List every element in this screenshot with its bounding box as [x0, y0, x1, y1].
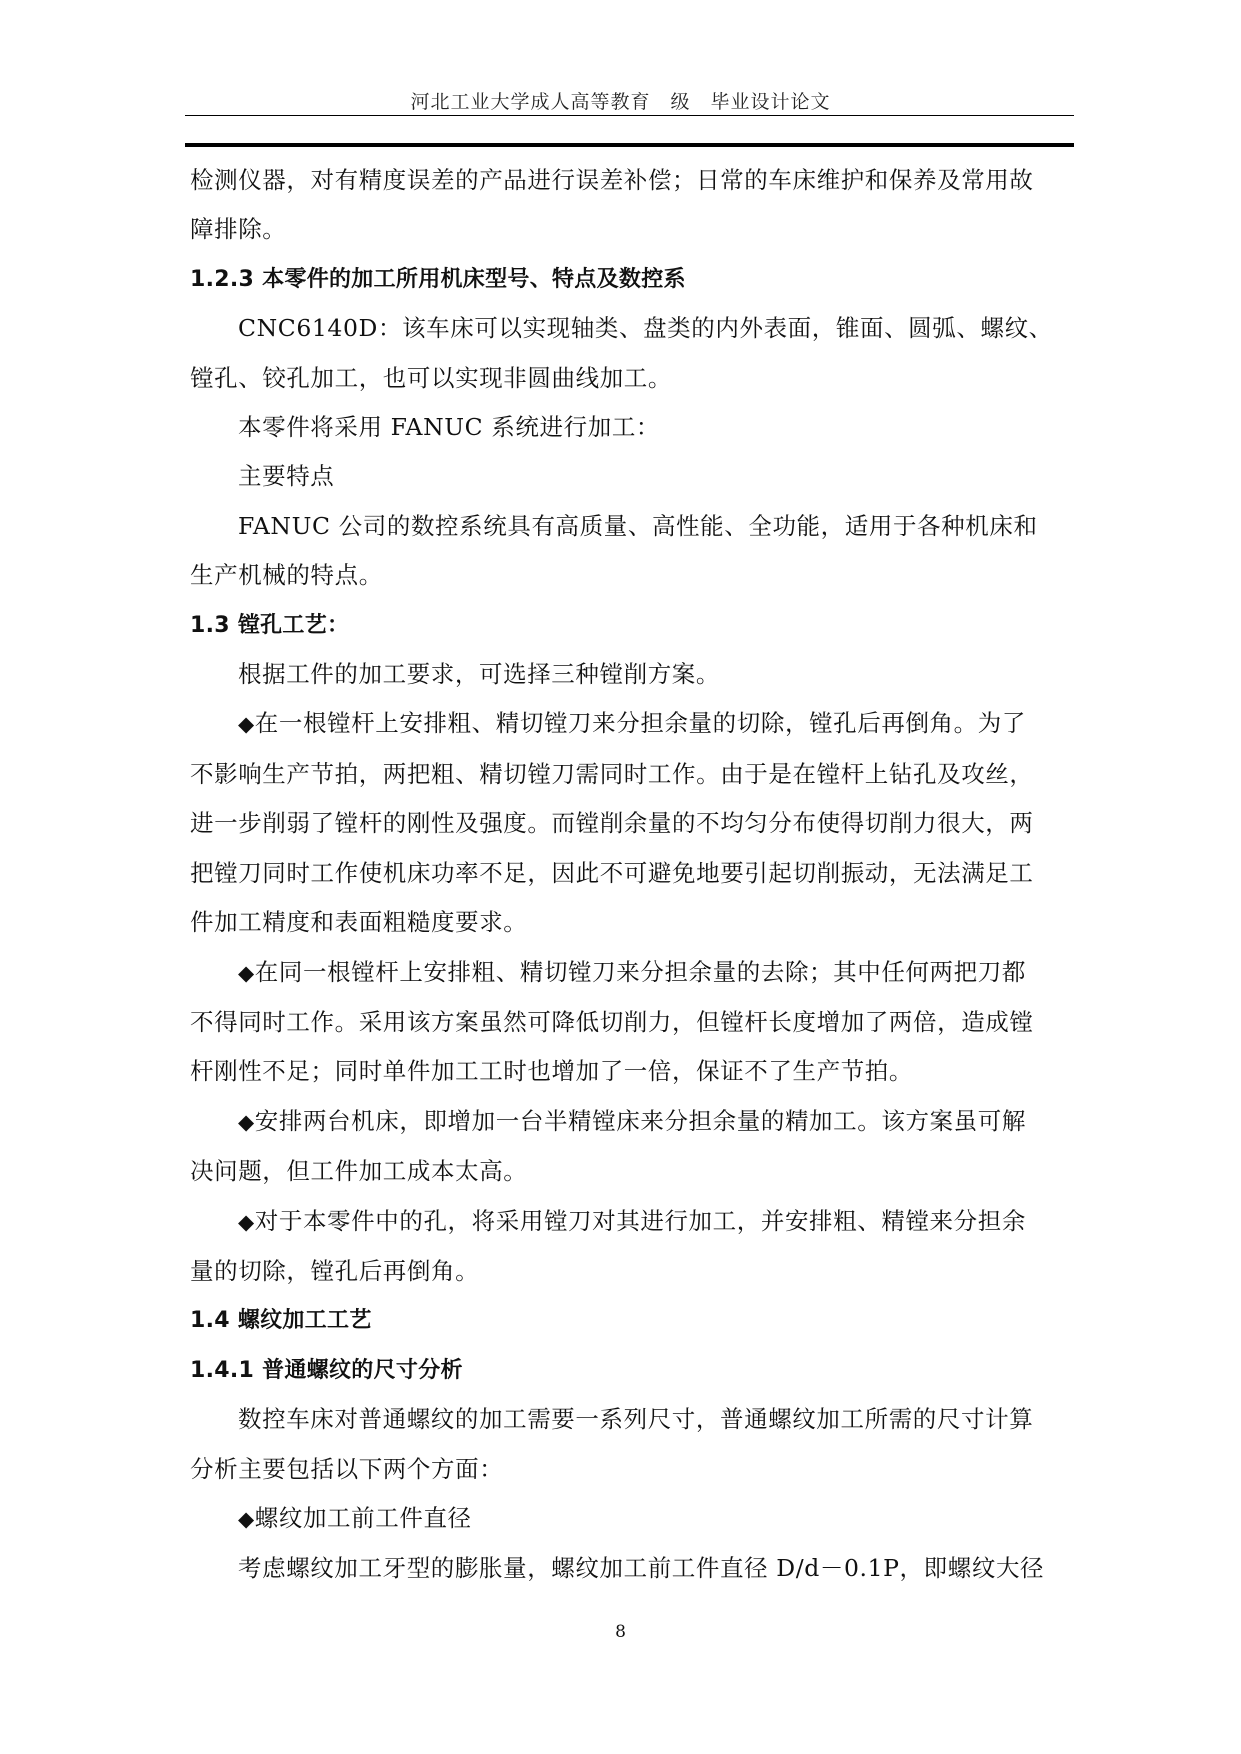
paragraph-line — [190, 1147, 1060, 1196]
paragraph-line — [190, 551, 1060, 600]
line-text: 考虑螺纹加工牙型的膨胀量，螺纹加工前工件直径 D/d－0.1P，即螺纹大径 — [238, 1554, 1045, 1583]
line-text: FANUC 公司的数控系统具有高质量、高性能、全功能，适用于各种机床和 — [238, 511, 1038, 540]
line-text: 在一根镗杆上安排粗、精切镗刀来分担余量的切除，镗孔后再倒角。为了 — [254, 709, 1026, 738]
paragraph-line — [190, 898, 1060, 947]
header-divider-thin — [185, 115, 1074, 116]
line-text: 主要特点 — [238, 462, 335, 491]
line-text: 杆刚性不足；同时单件加工工时也增加了一倍，保证不了生产节拍。 — [190, 1057, 913, 1086]
line-text: 1.4 螺纹加工工艺 — [190, 1308, 372, 1334]
page-header-title: 河北工业大学成人高等教育 级 毕业设计论文 — [410, 91, 831, 113]
paragraph-line — [190, 354, 1060, 403]
line-text: 不得同时工作。采用该方案虽然可降低切削力，但镗杆长度增加了两倍，造成镗 — [190, 1007, 1034, 1036]
diamond-bullet-icon: ◆ — [238, 960, 255, 985]
line-text: 件加工精度和表面粗糙度要求。 — [190, 908, 528, 937]
section-heading — [190, 255, 1060, 304]
line-text: CNC6140D：该车床可以实现轴类、盘类的内外表面，锥面、圆弧、螺纹、 — [238, 314, 1053, 343]
line-text: 检测仪器，对有精度误差的产品进行误差补偿；日常的车床维护和保养及常用故 — [190, 166, 1034, 194]
paragraph-line — [190, 750, 1060, 799]
paragraph-line — [190, 502, 1060, 551]
paragraph-line — [190, 1544, 1060, 1593]
paragraph-line — [190, 1197, 1060, 1247]
paragraph-line — [190, 403, 1060, 452]
paragraph-line — [190, 1047, 1060, 1096]
paragraph-line — [190, 156, 1060, 205]
line-text: 1.4.1 普通螺纹的尺寸分析 — [190, 1357, 463, 1383]
paragraph-line — [190, 849, 1060, 898]
line-text: 螺纹加工前工件直径 — [254, 1503, 472, 1532]
line-text: 进一步削弱了镗杆的刚性及强度。而镗削余量的不均匀分布使得切削力很大，两 — [190, 809, 1034, 838]
line-text: 决问题，但工件加工成本太高。 — [190, 1157, 528, 1186]
line-text: 1.3 镗孔工艺： — [190, 612, 350, 638]
line-text: 1.2.3 本零件的加工所用机床型号、特点及数控系 — [190, 266, 686, 292]
paragraph-line — [190, 998, 1060, 1047]
diamond-bullet-icon: ◆ — [238, 1209, 255, 1234]
paragraph-line — [190, 452, 1060, 501]
paragraph-line — [190, 1395, 1060, 1444]
paragraph-line — [190, 1097, 1060, 1147]
line-text: 安排两台机床，即增加一台半精镗床来分担余量的精加工。该方案虽可解 — [254, 1106, 1026, 1135]
paragraph-line — [190, 1494, 1060, 1544]
paragraph-line — [190, 304, 1060, 353]
paragraph-line — [190, 699, 1060, 749]
line-text: 本零件将采用 FANUC 系统进行加工： — [238, 413, 661, 442]
line-text: 数控车床对普通螺纹的加工需要一系列尺寸，普通螺纹加工所需的尺寸计算 — [238, 1405, 1034, 1434]
paragraph-line — [190, 948, 1060, 998]
line-text: 不影响生产节拍，两把粗、精切镗刀需同时工作。由于是在镗杆上钻孔及攻丝， — [190, 759, 1034, 788]
line-text: 镗孔、铰孔加工，也可以实现非圆曲线加工。 — [190, 363, 672, 392]
diamond-bullet-icon: ◆ — [238, 712, 255, 737]
line-text: 在同一根镗杆上安排粗、精切镗刀来分担余量的去除；其中任何两把刀都 — [254, 957, 1026, 986]
header-divider-thick — [185, 143, 1074, 147]
line-text: 分析主要包括以下两个方面： — [190, 1454, 504, 1483]
line-text: 对于本零件中的孔，将采用镗刀对其进行加工，并安排粗、精镗来分担余 — [254, 1206, 1026, 1235]
paragraph-line — [190, 1445, 1060, 1494]
diamond-bullet-icon: ◆ — [238, 1506, 255, 1531]
body-text — [190, 156, 1060, 1594]
page-number: 8 — [615, 1622, 626, 1642]
diamond-bullet-icon: ◆ — [238, 1109, 255, 1134]
line-text: 把镗刀同时工作使机床功率不足，因此不可避免地要引起切削振动，无法满足工 — [190, 858, 1034, 887]
paragraph-line — [190, 650, 1060, 699]
line-text: 根据工件的加工要求，可选择三种镗削方案。 — [238, 660, 720, 689]
line-text: 量的切除，镗孔后再倒角。 — [190, 1256, 480, 1285]
paragraph-line — [190, 799, 1060, 848]
line-text: 障排除。 — [190, 215, 287, 244]
section-heading — [190, 1346, 1060, 1395]
line-text: 生产机械的特点。 — [190, 561, 383, 590]
section-heading — [190, 601, 1060, 650]
paragraph-line — [190, 1247, 1060, 1296]
paragraph-line — [190, 205, 1060, 254]
section-heading — [190, 1296, 1060, 1345]
